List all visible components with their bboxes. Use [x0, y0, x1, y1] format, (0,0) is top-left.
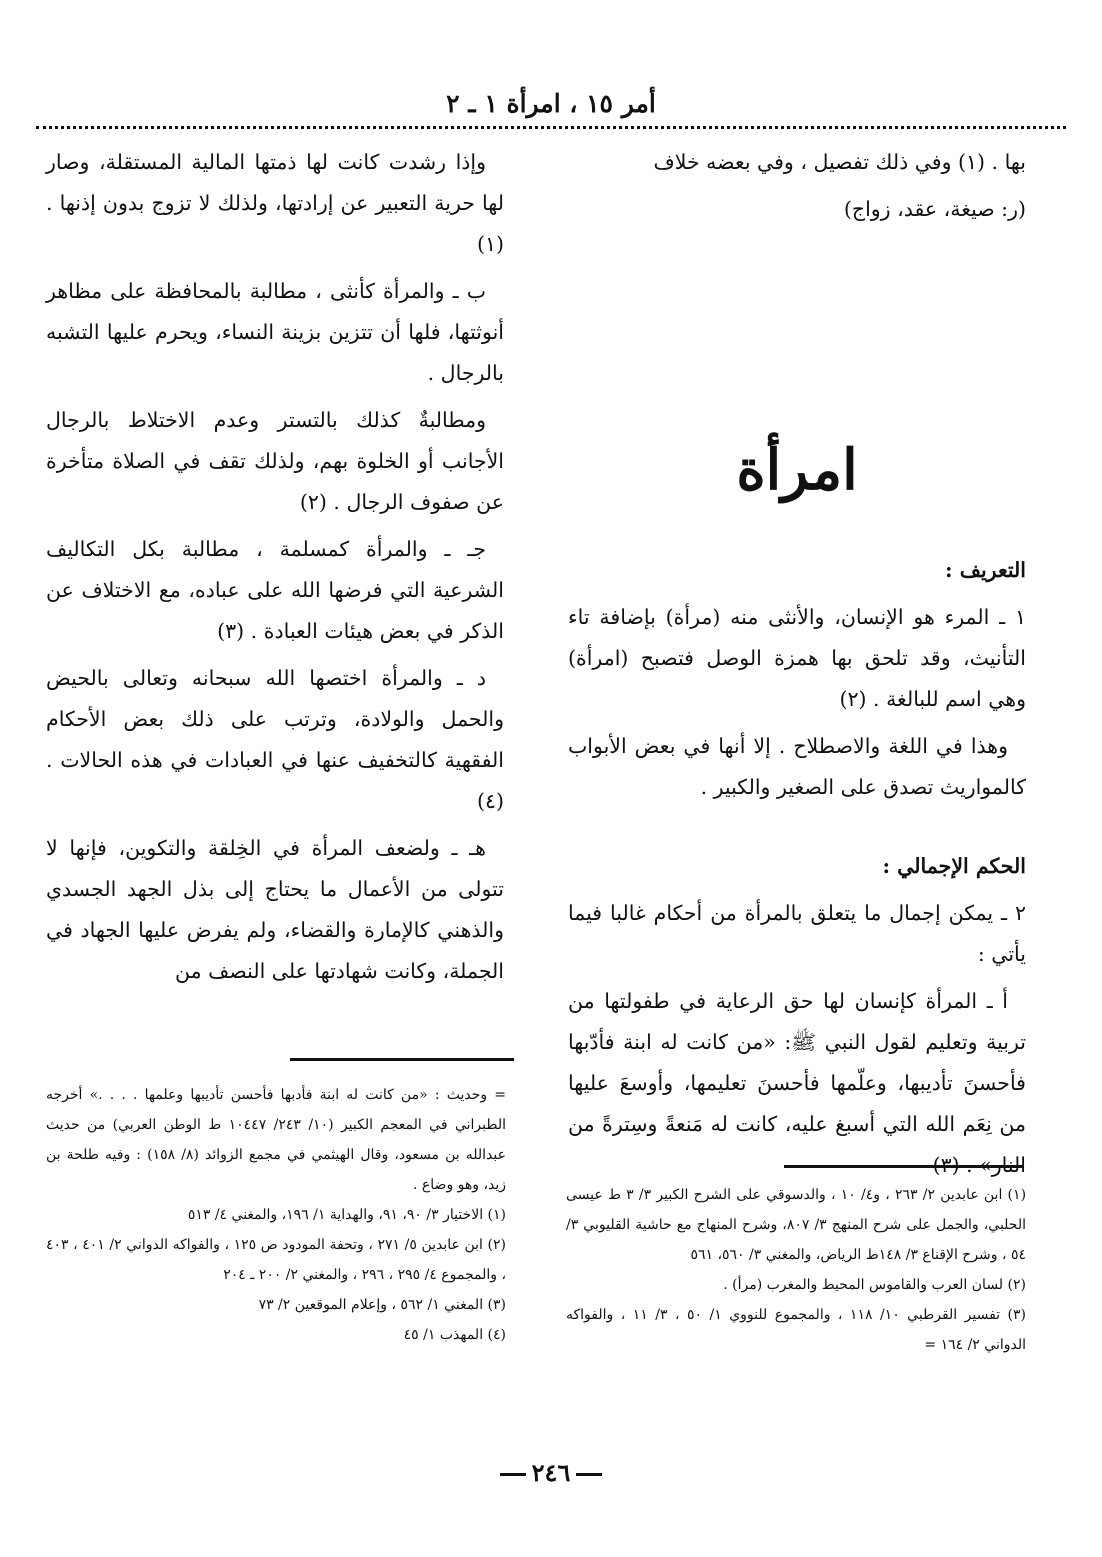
- footnote-item: (٣) المغني ١/ ٥٦٢ ، وإعلام الموقعين ٢/ ٧٣: [258, 1297, 506, 1313]
- definition-heading: التعريف :: [945, 558, 1026, 582]
- running-header: أمر ١٥ ، امرأة ١ ـ ٢: [446, 89, 656, 118]
- ruling-heading: الحكم الإجمالي :: [882, 854, 1026, 878]
- left-paragraph-3: ومطالبةٌ كذلك بالتستر وعدم الاختلاط بالرجال الأجانب أو الخلوة بهم، ولذلك تقف في الصلاة متأخرة عن صفوف الرجال . (٢): [46, 408, 504, 514]
- page-number-dash: [576, 1473, 602, 1476]
- footnote-rule-right: [784, 1165, 1024, 1168]
- header-dotted-rule: [36, 126, 1066, 129]
- footnote-item: (٢) لسان العرب والقاموس المحيط والمغرب (مرأ) .: [723, 1277, 1026, 1293]
- intro-paragraph-2: (ر: صيغة، عقد، زواج): [843, 197, 1026, 221]
- right-column: [568, 142, 1026, 1192]
- page-number: [0, 1458, 1102, 1487]
- footnote-item: (٢) ابن عابدين ٥/ ٢٧١ ، وتحفة المودود ص ١٢٥ ، والفواكه الدواني ٢/ ٤٠١ ، ٤٠٣ ، والمجموع ٤/ ٢٩٥ ، ٢٩٦ ، والمغني ٢/ ٢٠٠ ـ ٢٠٤: [46, 1237, 506, 1283]
- left-paragraph-5: د ـ والمرأة اختصها الله سبحانه وتعالى بالحيض والحمل والولادة، وترتب على ذلك بعض الأحكام الفقهية كالتخفيف عنها في العبادات في هذه الحالات . (٤): [46, 666, 504, 813]
- intro-paragraph-1: بها . (١) وفي ذلك تفصيل ، وفي بعضه خلاف: [653, 150, 1026, 174]
- footnote-item: (١) الاختيار ٣/ ٩٠، ٩١، والهداية ١/ ١٩٦، والمغني ٤/ ٥١٣: [187, 1207, 506, 1223]
- footnote-item: (١) ابن عابدين ٢/ ٢٦٣ ، و٤/ ١٠ ، والدسوقي على الشرح الكبير ٣/ ٣ ط عيسى الحلبي، والجمل على شرح المنهج ٣/ ٨٠٧، وشرح المنهاج مع حاشية القليوبي ٣/ ٥٤ ، وشرح الإقناع ٣/ ١٤٨ط الرياض، والمغني ٣/ ٥٦٠، ٥٦١: [566, 1187, 1027, 1263]
- left-column: [46, 142, 504, 998]
- definition-paragraph-1: ١ ـ المرء هو الإنسان، والأنثى منه (مرأة) بإضافة تاء التأنيث، وقد تلحق بها همزة الوصل فتصبح (امرأة) وهي اسم للبالغة . (٢): [568, 605, 1026, 711]
- footnotes-left: [46, 1080, 506, 1350]
- page-number-dash: [500, 1473, 526, 1476]
- footnote-rule-left: [290, 1058, 514, 1061]
- entry-title: امرأة: [736, 437, 858, 503]
- left-paragraph-4: جـ ـ والمرأة كمسلمة ، مطالبة بكل التكاليف الشرعية التي فرضها الله على عباده، مع الاختلاف عن الذكر في بعض هيئات العبادة . (٣): [46, 537, 504, 643]
- definition-paragraph-2: وهذا في اللغة والاصطلاح . إلا أنها في بعض الأبواب كالمواريث تصدق على الصغير والكبير .: [568, 734, 1026, 799]
- left-paragraph-6: هـ ـ ولضعف المرأة في الخِلقة والتكوين، فإنها لا تتولى من الأعمال ما يحتاج إلى بذل الجهد الجسدي والذهني كالإمارة والقضاء، ولم يفرض عليها الجهاد في الجملة، وكانت شهادتها على النصف من: [46, 836, 504, 983]
- footnote-item: (٣) تفسير القرطبي ١٠/ ١١٨ ، والمجموع للنووي ١/ ٥٠ ، ٣/ ١١ ، والفواكه الدواني ٢/ ١٦٤ =: [566, 1307, 1026, 1353]
- footnote-item: (٤) المهذب ١/ ٤٥: [403, 1327, 506, 1343]
- left-paragraph-2: ب ـ والمرأة كأنثى ، مطالبة بالمحافظة على مظاهر أنوثتها، فلها أن تتزين بزينة النساء، ويحرم عليها التشبه بالرجال .: [46, 279, 504, 385]
- ruling-paragraph-1: ٢ ـ يمكن إجمال ما يتعلق بالمرأة من أحكام غالبا فيما يأتي :: [568, 901, 1026, 966]
- left-paragraph-1: وإذا رشدت كانت لها ذمتها المالية المستقلة، وصار لها حرية التعبير عن إرادتها، ولذلك لا تزوج بدون إذنها . (١): [46, 150, 504, 256]
- footnote-item: = وحديث : «من كانت له ابنة فأدبها فأحسن تأديبها وعلمها . . . .» أخرجه الطبراني في المعجم الكبير (١٠/ ٢٤٣/ ١٠٤٤٧ ط الوطن العربي) من حديث عبدالله بن مسعود، وقال الهيثمي في مجمع الزوائد (٨/ ١٥٨) : وفيه طلحة بن زيد، وهو وضاع .: [46, 1087, 506, 1193]
- ruling-paragraph-2: أ ـ المرأة كإنسان لها حق الرعاية في طفولتها من تربية وتعليم لقول النبي ﷺ: «من كانت له ابنة فأدّبها فأحسنَ تأديبها، وعلّمها فأحسنَ تعليمها، وأوسعَ عليها من نِعَم الله التي أسبغ عليه، كانت له مَنعةً وسِترةً من النار» . (٣): [568, 989, 1026, 1177]
- footnotes-right: [566, 1180, 1026, 1360]
- page-number-text: ٢٤٦: [531, 1458, 571, 1487]
